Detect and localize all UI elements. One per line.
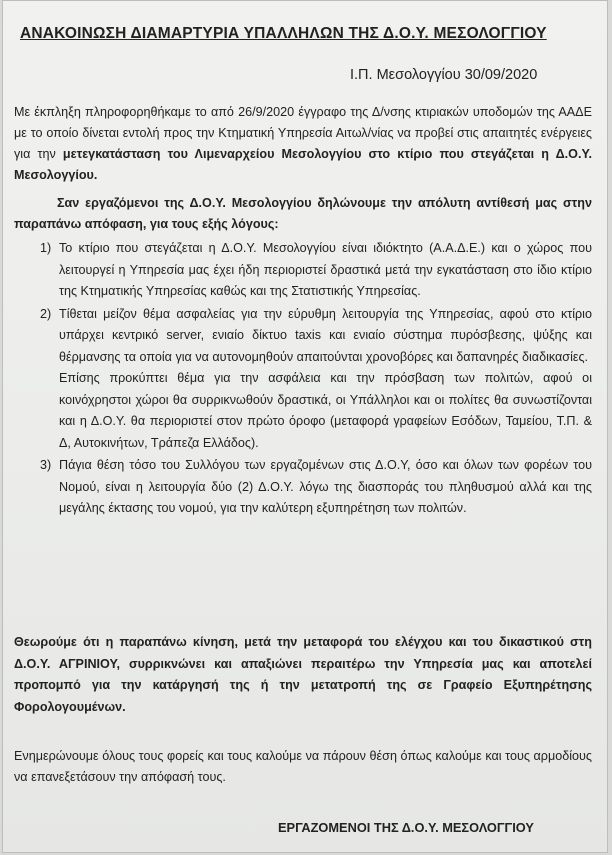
signature: ΕΡΓΑΖΟΜΕΝΟΙ ΤΗΣ Δ.Ο.Υ. ΜΕΣΟΛΟΓΓΙΟΥ — [278, 820, 534, 835]
conclusion-paragraph: Θεωρούμε ότι η παραπάνω κίνηση, μετά την μεταφορά του ελέγχου και του δικαστικού στη Δ.Ο.Υ. ΑΓΡΙΝΙΟΥ, συρρικνώνει και απαξιώνει περαιτέρω την Υπηρεσία μας και αποτελεί προπομπό για την κατάργησή της ή την μετατροπή της σε Γραφείο Εξυπηρέτησης Φορολογουμένων. — [14, 635, 592, 714]
list-item-number: 2) — [40, 306, 52, 321]
intro-paragraph — [14, 102, 592, 186]
list-item-extra-text: Επίσης προκύπτει θέμα για την ασφάλεια και την πρόσβαση των πολιτών, αφού οι κοινόχρηστοι χώροι θα συρρικνωθούν δραστικά, οι Υπάλληλοι και οι πολίτες θα συνωστίζονται και η Δ.Ο.Υ. θα περιοριστεί στον πρώτο όροφο (μεταφορά γραφείων Εσόδων, Ταμείου, Τ.Π. & Δ, Αυτοκινήτων, Τράπεζα Ελλάδος). — [59, 371, 592, 450]
document-title: ΑΝΑΚΟΙΝΩΣΗ ΔΙΑΜΑΡΤΥΡΙΑ ΥΠΑΛΛΗΛΩΝ ΤΗΣ Δ.Ο.Υ. ΜΕΣΟΛΟΓΓΙΟΥ — [20, 25, 547, 42]
position-statement — [14, 193, 592, 235]
list-item-text: Πάγια θέση τόσο του Συλλόγου των εργαζομένων στις Δ.Ο.Υ, όσο και όλων των φορέων του Νομού, είναι η λειτουργία δύο (2) Δ.Ο.Υ. λόγω της διασποράς του πληθυσμού αλλά και της μεγάλης έκτασης του νομού, για την καλύτερη εξυπηρέτηση των πολιτών. — [59, 458, 592, 515]
list-item-number: 1) — [40, 241, 52, 255]
list-item — [14, 304, 592, 455]
closing-paragraph: Ενημερώνουμε όλους τους φορείς και τους καλούμε να πάρουν θέση όπως καλούμε και τους αρμοδίους να επανεξετάσουν την απόφασή τους. — [14, 749, 592, 784]
list-item-number: 3) — [40, 458, 52, 472]
intro-bold-text: μετεγκατάσταση του Λιμεναρχείου Μεσολογγίου στο κτίριο που στεγάζεται η Δ.Ο.Υ. Μεσολογγίου. — [14, 147, 592, 182]
list-item-text: Τίθεται μείζον θέμα ασφαλείας για την εύρυθμη λειτουργία της Υπηρεσίας, αφού στο κτίριο υπάρχει κεντρικό server, ενιαίο δίκτυο taxis και ενιαίο σύστημα πυρόσβεσης, ψύξης και θέρμανσης τα οποία για να αυτονομηθούν απαιτούνται χρονοβόρες και δαπανηρές διαδικασίες. — [59, 306, 592, 364]
reasons-list — [14, 238, 592, 521]
list-item-text: Το κτίριο που στεγάζεται η Δ.Ο.Υ. Μεσολογγίου είναι ιδιόκτητο (Α.Α.Δ.Ε.) και ο χώρος που λειτουργεί η Υπηρεσία μας έχει ήδη περιοριστεί δραστικά μετά την εγκατάσταση στο ίδιο κτίριο της Κτηματικής Υπηρεσίας καθώς και της Στατιστικής Υπηρεσίας. — [59, 241, 592, 298]
list-item — [14, 238, 592, 303]
position-statement-text: Σαν εργαζόμενοι της Δ.Ο.Υ. Μεσολογγίου δηλώνουμε την απόλυτη αντίθεσή μας στην παραπάνω απόφαση, για τους εξής λόγους: — [14, 196, 592, 231]
document-page — [2, 0, 608, 853]
intro-text: Με έκπληξη πληροφορηθήκαμε το από 26/9/2020 έγγραφο της Δ/νσης κτιριακών υποδομών της ΑΑΔΕ με το οποίο δίνεται εντολή προς την Κτηματική Υπηρεσία Αιτωλ/νίας να προβεί στις απαιτητές ενέργειες για την — [14, 105, 592, 161]
place-date-line: Ι.Π. Μεσολογγίου 30/09/2020 — [350, 67, 538, 83]
list-item — [14, 455, 592, 520]
